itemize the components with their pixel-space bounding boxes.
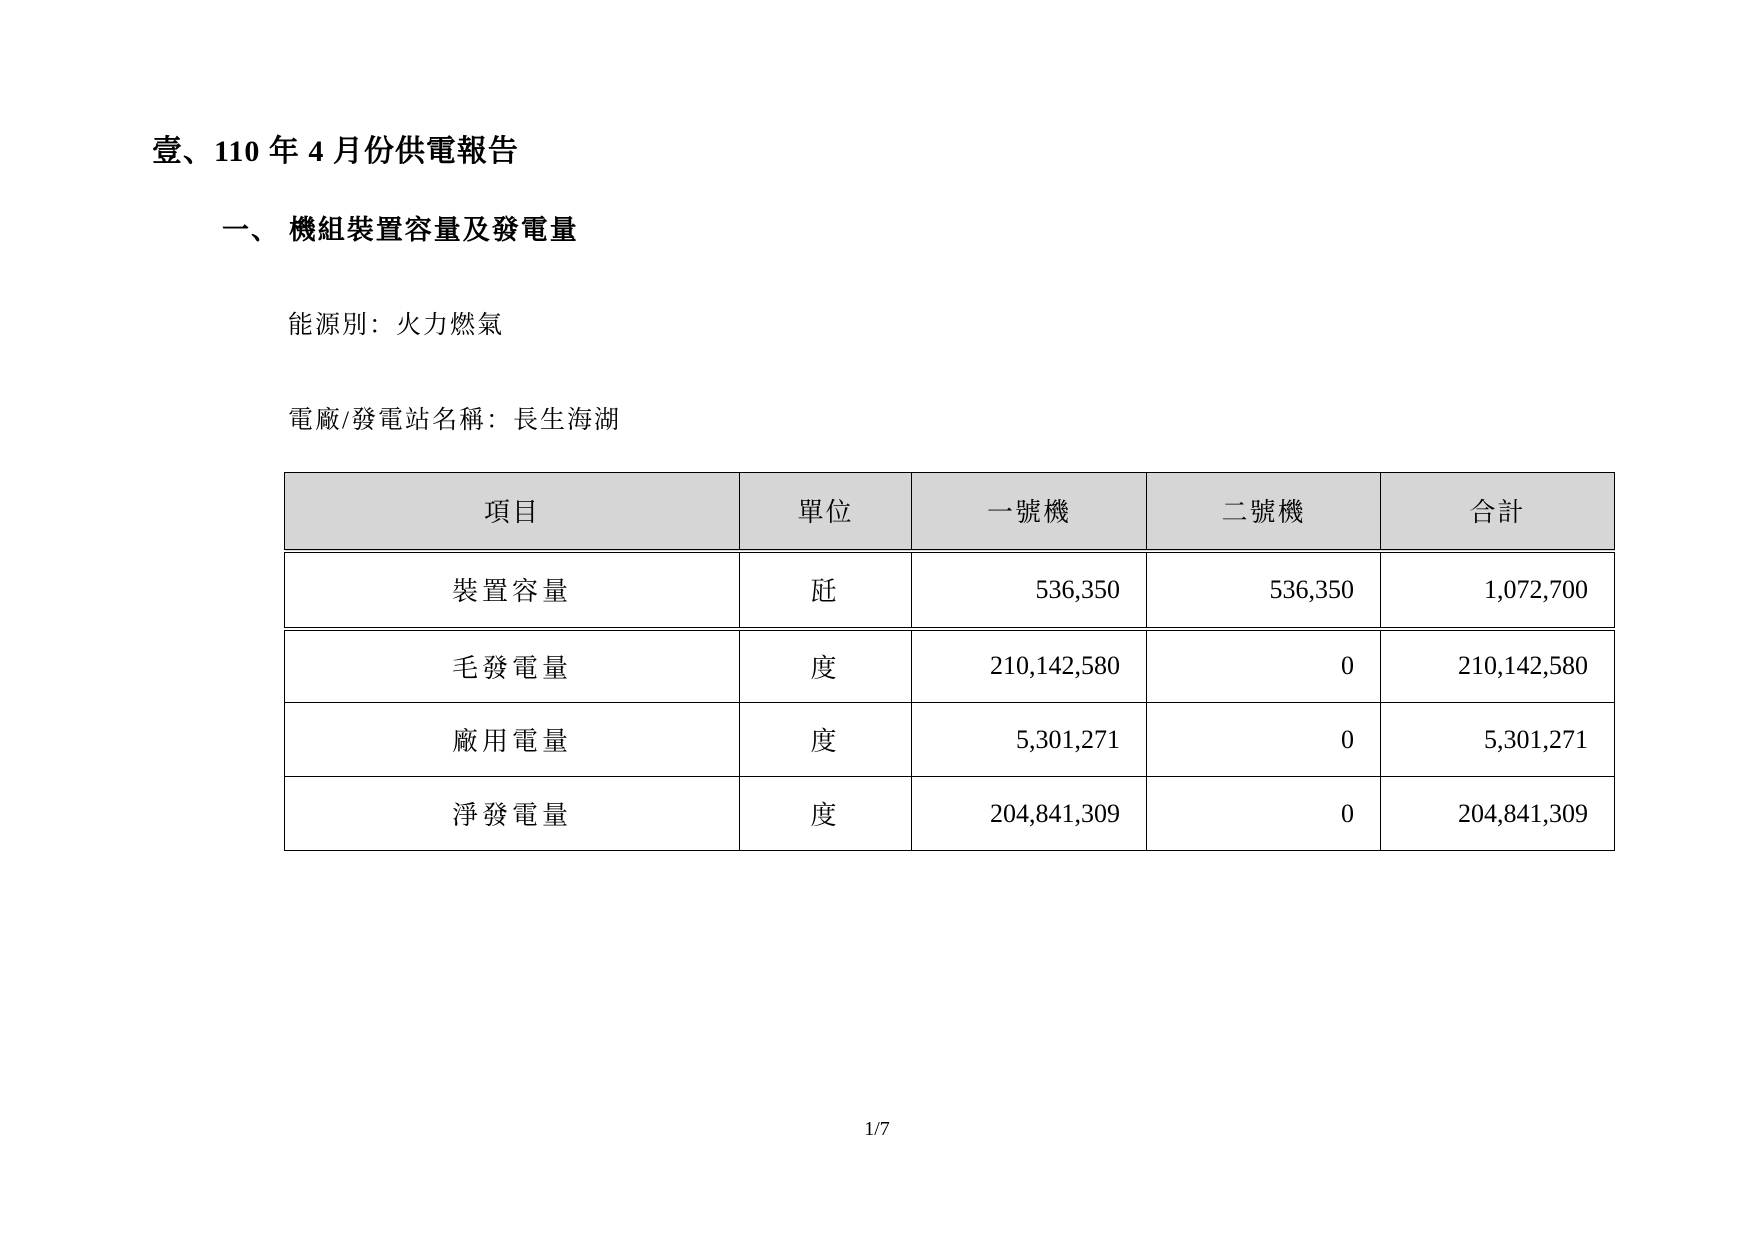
header-unit: 單位 [740,473,912,551]
row-unit: 瓩 [740,551,912,629]
table-row [285,703,1615,777]
capacity-generation-table [284,472,1615,851]
page-number: 1/7 [864,1118,890,1140]
row-total-value: 5,301,271 [1381,703,1615,777]
row-unit: 度 [740,629,912,703]
table-header-row [285,473,1615,551]
energy-type-label: 能源別：火力燃氣 [288,312,505,339]
row-unit1-value: 536,350 [912,551,1147,629]
report-title: 壹、110 年 4 月份供電報告 [152,135,519,168]
table-row [285,551,1615,629]
section-heading: 一、 機組裝置容量及發電量 [222,215,579,245]
header-unit-1: 一號機 [912,473,1147,551]
row-total-value: 1,072,700 [1381,551,1615,629]
row-unit: 度 [740,703,912,777]
row-unit1-value: 5,301,271 [912,703,1147,777]
row-unit2-value: 0 [1147,777,1381,851]
table-row [285,777,1615,851]
row-total-value: 210,142,580 [1381,629,1615,703]
header-unit-2: 二號機 [1147,473,1381,551]
row-unit: 度 [740,777,912,851]
header-item: 項目 [285,473,740,551]
row-total-value: 204,841,309 [1381,777,1615,851]
row-unit1-value: 210,142,580 [912,629,1147,703]
plant-name-label: 電廠/發電站名稱：長生海湖 [288,407,621,434]
row-unit2-value: 0 [1147,629,1381,703]
row-unit1-value: 204,841,309 [912,777,1147,851]
row-item: 淨發電量 [285,777,740,851]
row-item: 廠用電量 [285,703,740,777]
row-item: 裝置容量 [285,551,740,629]
row-item: 毛發電量 [285,629,740,703]
row-unit2-value: 536,350 [1147,551,1381,629]
header-total: 合計 [1381,473,1615,551]
table-row [285,629,1615,703]
row-unit2-value: 0 [1147,703,1381,777]
